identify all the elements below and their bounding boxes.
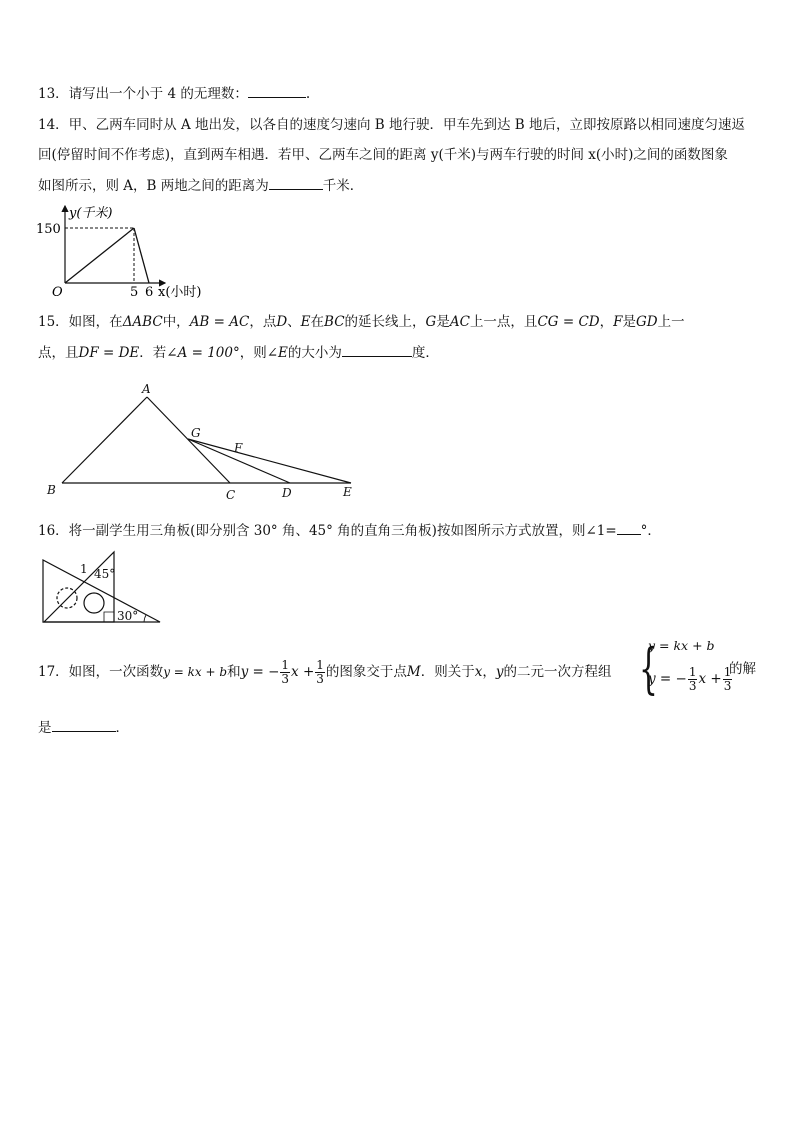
q15-text: 中，: [162, 314, 190, 330]
q15-eq-ab-ac: AB = AC: [189, 314, 250, 330]
system-row2-frac1: [688, 666, 698, 693]
q15-eq-df-de: DF = DE: [78, 345, 140, 361]
q15-text: 是: [436, 314, 450, 330]
label-c: C: [226, 488, 236, 502]
q15-text: 的延长线上，: [344, 314, 426, 330]
frac-num: 1: [688, 665, 697, 679]
frac-num: 1: [316, 658, 324, 672]
question-14-line2: 回(停留时间不作考虑)，直到两车相遇．若甲、乙两车之间的距离 y(千米)与两车行驶的时间 x(小时)之间的函数图象: [38, 147, 728, 163]
q16-end: °．: [640, 523, 661, 539]
q15-angle-e: ∠E: [266, 345, 288, 361]
q15-point-f: F: [613, 314, 623, 330]
q15-triangle-figure: [40, 380, 370, 505]
q15-text: ，则: [239, 345, 267, 361]
q15-seg-ac: AC: [449, 314, 470, 330]
q17-func1: y = kx + b: [163, 665, 228, 679]
angle-30-label: 30°: [117, 609, 139, 623]
q13-text: 13．请写出一个小于 4 的无理数：: [38, 86, 248, 102]
q15-point-e: E: [300, 314, 311, 330]
q15-text: ，点: [249, 314, 277, 330]
q17-text: ．则关于: [420, 664, 475, 680]
q17-var-y: y: [495, 664, 504, 680]
system-brace: {: [639, 637, 658, 700]
q14-line3-a: 如图所示，则 A，B 两地之间的距离为: [38, 178, 269, 194]
question-15-line2: [38, 342, 439, 363]
x-tick-5: 5: [130, 285, 139, 300]
q15-eq-cg-cd: CG = CD: [537, 314, 600, 330]
q14-line3-b: 千米．: [322, 178, 364, 194]
graph-line-rise: [65, 228, 134, 283]
q17-var-x: x: [474, 664, 483, 680]
x-axis-label: x(小时): [158, 285, 202, 300]
system-row2: [648, 666, 733, 693]
q17-func2-frac2: [315, 659, 325, 686]
q16-text: 16．将一副学生用三角板(即分别含 30° 角、45° 角的直角三角板)按如图所示方式放置，则∠1=: [38, 523, 617, 539]
question-17-line2: [38, 717, 129, 738]
q15-text: ，: [599, 314, 614, 330]
q15-point-g: G: [425, 314, 437, 330]
label-d: D: [282, 486, 292, 500]
q15-text: ．若: [139, 345, 167, 361]
q15-answer-blank[interactable]: [342, 342, 412, 357]
q17-text: 的图象交于点: [325, 664, 407, 680]
label-b: B: [47, 483, 56, 497]
question-14-line1: 14．甲、乙两车同时从 A 地出发，以各自的速度匀速向 B 地行驶．甲车先到达 B 地后，立即按原路以相同速度匀速返: [38, 117, 746, 133]
origin-label: O: [52, 285, 63, 300]
q17-func2-frac1: [280, 659, 290, 686]
q17-func2-pre: y = −: [240, 664, 280, 680]
system-row2-pre: y = −: [648, 671, 687, 687]
q17-end: ．: [115, 720, 129, 736]
q15-seg-gd: GD: [635, 314, 658, 330]
q15-text: 15．如图，在: [38, 314, 123, 330]
q14-answer-blank[interactable]: [269, 175, 323, 190]
q15-text: 、: [287, 314, 301, 330]
question-16: [38, 520, 661, 541]
system-row1: y = kx + b: [648, 638, 715, 653]
question-14-line3: [38, 175, 363, 196]
frac-den: 3: [688, 679, 697, 693]
y-axis-label: y(千米): [69, 206, 113, 221]
frac-num: 1: [723, 665, 732, 679]
q15-triangle: ΔABC: [122, 314, 163, 330]
label-f: F: [234, 441, 243, 455]
q15-text: 是: [622, 314, 636, 330]
label-g: G: [191, 426, 201, 440]
q14-function-graph: [30, 200, 220, 302]
q13-answer-blank[interactable]: [248, 83, 306, 98]
graph-line-fall: [134, 228, 149, 283]
angle-1-label: 1: [80, 562, 88, 576]
q17-text: 17．如图，一次函数: [38, 664, 164, 680]
system-row2-mid: x +: [698, 671, 722, 687]
q17-func2-mid: x +: [291, 664, 315, 680]
q17-text: 的二元一次方程组: [503, 664, 612, 680]
angle-45-label: 45°: [94, 567, 116, 581]
q15-point-d: D: [276, 314, 288, 330]
q15-angle-a: ∠A = 100°: [166, 345, 240, 361]
q15-text: 上一点，且: [469, 314, 538, 330]
question-15-line1: [38, 312, 685, 332]
question-17-line1: [38, 659, 612, 686]
label-a: A: [142, 382, 151, 396]
q15-text: 点，且: [38, 345, 79, 361]
frac-num: 1: [281, 658, 290, 672]
q15-text: 的大小为: [287, 345, 342, 361]
q15-text: 上一: [657, 314, 685, 330]
q17-text: 和: [227, 664, 241, 680]
label-e: E: [343, 485, 352, 499]
frac-den: 3: [316, 672, 324, 686]
x-tick-6: 6: [145, 285, 154, 300]
question-13: [38, 83, 310, 104]
q17-point-m: M: [406, 664, 421, 680]
y-tick-150: 150: [36, 222, 61, 237]
frac-den: 3: [723, 679, 732, 693]
q17-answer-blank[interactable]: [52, 717, 116, 732]
q16-set-squares-figure: [40, 548, 164, 626]
q16-answer-blank[interactable]: [617, 520, 641, 535]
q17-text: ，: [482, 664, 496, 680]
q15-seg-bc: BC: [324, 314, 345, 330]
q17-text: 是: [38, 720, 52, 736]
frac-den: 3: [281, 672, 290, 686]
q15-text: 度．: [411, 345, 439, 361]
q17-tail: 的解: [729, 661, 756, 677]
q13-end: .: [305, 86, 311, 102]
q15-text: 在: [310, 314, 325, 330]
